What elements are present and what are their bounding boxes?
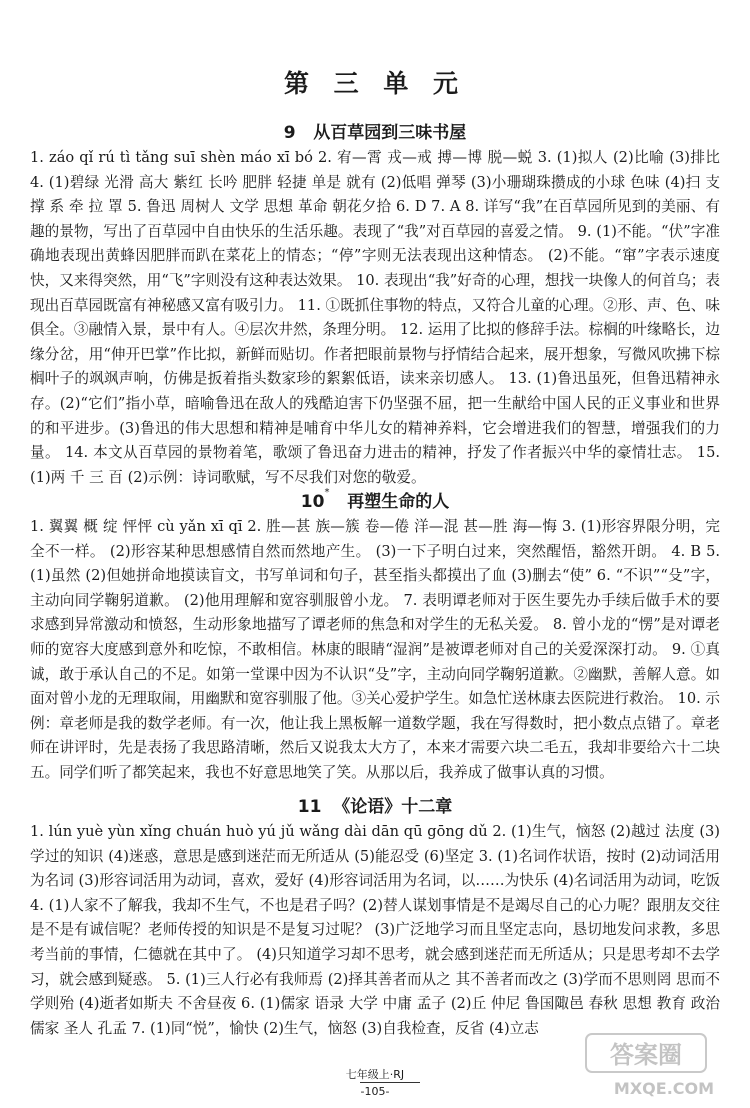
lesson-10-heading: [30, 487, 720, 512]
lesson-title: 再塑生命的人: [347, 492, 450, 512]
lesson-number: 10: [300, 492, 325, 512]
footer-grade: 七年级上·RJ: [345, 1068, 405, 1081]
svg-text:答案圈: 答案圈: [610, 1041, 682, 1069]
lesson-number: 11: [297, 797, 322, 817]
watermark-logo: [584, 1030, 744, 1100]
lesson-number: 9: [283, 123, 296, 143]
unit-title: 第 三 单 元: [283, 69, 467, 98]
lesson-title: 从百草园到三味书屋: [313, 123, 467, 143]
lesson-title: 《论语》十二章: [333, 797, 453, 817]
optional-mark: *: [324, 487, 330, 498]
lesson-11-heading: [30, 792, 720, 817]
footer-divider: [360, 1082, 420, 1083]
lesson-9-answers: 1. záo qǐ rú tì tǎng suī shèn máo xī bó 2. 宥—霄 戎—戒 搏—博 脱—蜕 3. (1)拟人 (2)比喻 (3)排比 4. (1)碧绿 光滑 高大 紫红 长吟 肥胖 轻捷 单是 就有 (2)低唱 弹琴 (3)小珊瑚珠攒成的小球 色味 (4)扫 支撑 系 牵 拉 罩 5. 鲁迅 周树人 文学 思想 革命 朝花夕拾 6. D 7. A 8. 详写“我”在百草园所见到的美丽、有趣的景物，写出了百草园中自由快乐的生活乐趣。表现了“我”对百草园的喜爱之情。 9. (1)不能。“伏”字准确地表现出黄蜂因肥胖而趴在菜花上的情态；“停”字则无法表现出这种情态。 (2)不能。“窜”字表示速度快，又来得突然，用“飞”字则没有这种表达效果。 10. 表现出“我”好奇的心理，想找一块像人的何首乌；表现出百草园既富有神秘感又富有吸引力。 11. ①既抓住事物的特点，又符合儿童的心理。②形、声、色、味俱全。③融情入景，景中有人。④层次井然，条理分明。 12. 运用了比拟的修辞手法。棕榈的叶缘略长，边缘分岔，用“伸开巴掌”作比拟，新鲜而贴切。作者把眼前景物与抒情结合起来，展开想象，写微风吹拂下棕榈叶子的飒飒声响，仿佛是扳着指头数家珍的絮絮低语，读来亲切感人。 13. (1)鲁迅虽死，但鲁迅精神永存。(2)“它们”指小草，暗喻鲁迅在敌人的残酷迫害下仍坚强不屈，把一生献给中国人民的正义事业和世界的和平进步。(3)鲁迅的伟大思想和精神是哺育中华儿女的精神养料，它会增进我们的智慧，增强我们的力量。 14. 本文从百草园的景物着笔，歌颂了鲁迅奋力进击的精神，抒发了作者振兴中华的豪情壮志。 15. (1)两 千 三 百 (2)示例：诗词歌赋，写不尽我们对您的敬爱。: [30, 149, 720, 486]
lesson-9-heading: [30, 118, 720, 143]
svg-text:MXQE.COM: MXQE.COM: [613, 1079, 715, 1098]
lesson-10-answers: 1. 翼翼 概 绽 怦怦 cù yǎn xī qī 2. 胜—甚 族—簇 卷—倦 洋—混 甚—胜 海—悔 3. (1)形容界限分明，完全不一样。 (2)形容某种思想感情自然而然地产生。 (3)一下子明白过来，突然醒悟，豁然开朗。 4. B 5. (1)虽然 (2)但她拼命地摸读盲文，书写单词和句子，甚至指头都摸出了血 (3)删去“使” 6. “不识”“殳”字，主动向同学鞠躬道歉。 (2)他用理解和宽容驯服曾小龙。 7. 表明谭老师对于医生要先办手续后做手术的要求感到异常激动和愤怒，生动形象地描写了谭老师的焦急和对学生的无私关爱。 8. 曾小龙的“愣”是对谭老师的宽容大度感到意外和吃惊，不敢相信。林康的眼睛“湿润”是被谭老师对自己的关爱深深打动。 9. ①真诚，敢于承认自己的不足。如第一堂课中因为不认识“殳”字，主动向同学鞠躬道歉。②幽默，善解人意。如面对曾小龙的无理取闹，用幽默和宽容驯服了他。③关心爱护学生。如急忙送林康去医院进行救治。 10. 示例：章老师是我的数学老师。有一次，他让我上黑板解一道数学题，我在写得数时，把小数点点错了。章老师在讲评时，先是表扬了我思路清晰，然后又说我太大方了，本来才需要六块二毛五，我却非要给六十二块五。同学们听了都笑起来，我也不好意思地笑了笑。从那以后，我养成了做事认真的习惯。: [30, 518, 720, 781]
page-number: -105-: [360, 1085, 390, 1098]
lesson-11-answers: 1. lún yuè yùn xǐng chuán huò yú jǔ wǎng dài dān qū gōng dǔ 2. (1)生气，恼怒 (2)越过 法度 (3)学过的知识 (4)迷惑，意思是感到迷茫而无所适从 (5)能忍受 (6)坚定 3. (1)名词作状语，按时 (2)动词活用为名词 (3)形容词活用为动词，喜欢，爱好 (4)形容词活用为名词，以……为快乐 (4)名词活用为动词，吃饭 4. (1)人家不了解我，我却不生气，不也是君子吗？(2)替人谋划事情是不是竭尽自己的心力呢？跟朋友交往是不是有诚信呢？老师传授的知识是不是复习过呢？ (3)广泛地学习而且坚定志向，恳切地发问求教，多思考当前的事情，仁德就在其中了。 (4)只知道学习却不思考，就会感到迷茫而无所适从；只是思考却不去学习，就会感到疑惑。 5. (1)三人行必有我师焉 (2)择其善者而从之 其不善者而改之 (3)学而不思则罔 思而不学则殆 (4)逝者如斯夫 不舍昼夜 6. (1)儒家 语录 大学 中庸 孟子 (2)丘 仲尼 鲁国陬邑 春秋 思想 教育 政治 儒家 圣人 孔孟 7. (1)同“悦”，愉快 (2)生气，恼怒 (3)自我检查，反省 (4)立志: [30, 823, 720, 1037]
